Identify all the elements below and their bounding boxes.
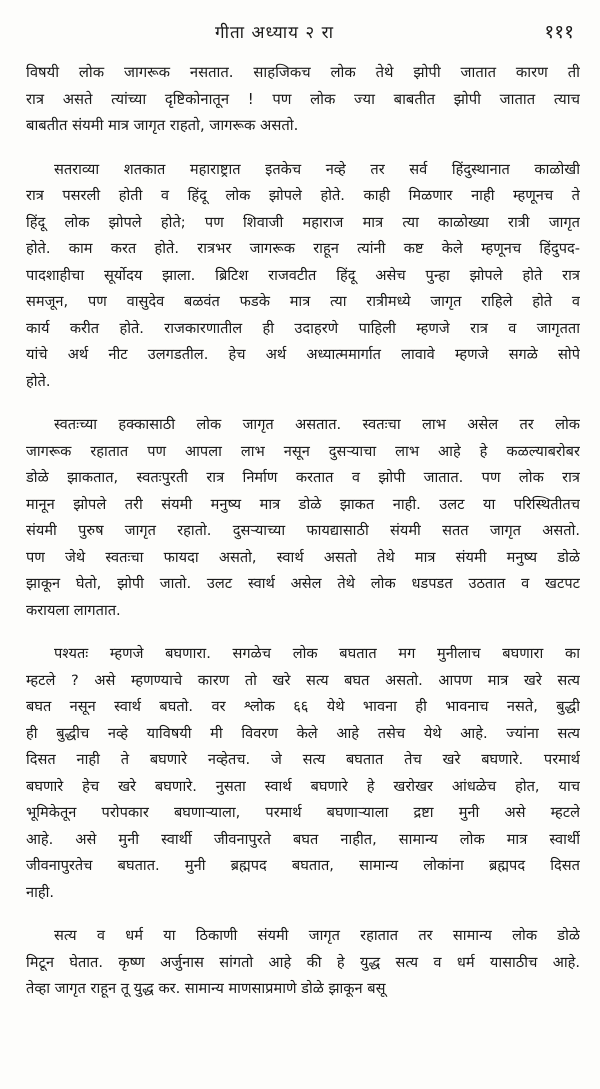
text-line: यांचे अर्थ नीट उलगडतील. हेच अर्थ अध्यात्ममार्गात लावावे म्हणजे सगळे सोपे bbox=[26, 346, 580, 363]
text-line: तेव्हा जागृत राहून तू युद्ध कर. सामान्य माणसाप्रमाणे डोळे झाकून बसू bbox=[26, 980, 386, 997]
text-line: बघत नसून स्वार्थ बघतो. वर श्लोक ६६ येथे भावना ही भावनाच नसते, बुद्धी bbox=[26, 698, 580, 715]
text-line: होते. काम करत होते. रात्रभर जागरूक राहून त्यांनी कष्ट केले म्हणूनच हिंदुपद- bbox=[26, 240, 580, 257]
text-line: जागरूक रहातात पण आपला लाभ नसून दुसऱ्याचा लाभ आहे हे कळल्याबरोबर bbox=[26, 442, 580, 460]
text-line: भूमिकेतून परोपकार बघणाऱ्याला, परमार्थ बघणाऱ्याला द्रष्टा मुनी असे म्हटले bbox=[26, 804, 580, 821]
text-line: हिंदू लोक झोपले होते; पण शिवाजी महाराज मात्र त्या काळोख्या रात्री जागृत bbox=[26, 213, 580, 231]
text-line: पादशाहीचा सूर्योदय झाला. ब्रिटिश राजवटीत हिंदू असेच पुन्हा झोपले होते रात्र bbox=[26, 266, 580, 284]
text-line: संयमी पुरुष जागृत रहातो. दुसऱ्याच्या फायद्यासाठी संयमी सतत जागृत असतो. bbox=[26, 522, 580, 539]
page-number: १११ bbox=[544, 21, 574, 43]
text-line: विषयी लोक जागरूक नसतात. साहजिकच लोक तेथे झोपी जातात कारण ती bbox=[26, 64, 580, 81]
text-line: कार्य करीत होते. राजकारणातील ही उदाहरणे पाहिली म्हणजे रात्र व जागृतता bbox=[26, 319, 580, 337]
page-body bbox=[26, 60, 580, 1020]
text-line: पश्यतः म्हणजे बघणारा. सगळेच लोक बघतात मग मुनीलाच बघणारा का bbox=[54, 645, 580, 662]
text-line: म्हटले ? असे म्हणण्याचे कारण तो खरे सत्य बघत असतो. आपण मात्र खरे सत्य bbox=[26, 671, 580, 689]
text-line: पण जेथे स्वतःचा फायदा असतो, स्वार्थ असतो तेथे मात्र संयमी मनुष्य डोळे bbox=[26, 548, 580, 566]
text-line: करायला लागतात. bbox=[26, 601, 121, 619]
text-line: सत्य व धर्म या ठिकाणी संयमी जागृत रहातात तर सामान्य लोक डोळे bbox=[54, 927, 580, 944]
running-title: गीता अध्याय २ रा bbox=[215, 23, 334, 43]
text-line: नाही. bbox=[26, 883, 55, 901]
text-line: बाबतीत संयमी मात्र जागृत राहतो, जागरूक असतो. bbox=[26, 117, 299, 134]
text-line: रात्र पसरली होती व हिंदू लोक झोपले होते. काही मिळणार नाही म्हणूनच ते bbox=[26, 187, 580, 204]
text-line: दिसत नाही ते बघणारे नव्हेतच. जे सत्य बघतात तेच खरे बघणारे. परमार्थ bbox=[26, 751, 580, 768]
text-line: होते. bbox=[26, 372, 51, 390]
paragraph bbox=[26, 923, 580, 1003]
text-line: रात्र असते त्यांच्या दृष्टिकोनातून ! पण लोक ज्या बाबतीत झोपी जातात त्याच bbox=[26, 90, 580, 108]
text-line: समजून, पण वासुदेव बळवंत फडके मात्र त्या रात्रीमध्ये जागृत राहिले होते व bbox=[26, 293, 580, 310]
text-line: जीवनापुरतेच बघतात. मुनी ब्रह्मपद बघतात, सामान्य लोकांना ब्रह्मपद दिसत bbox=[26, 857, 580, 874]
text-line: मिटून घेतात. कृष्ण अर्जुनास सांगतो आहे की हे युद्ध सत्य व धर्म यासाठीच आहे. bbox=[26, 953, 580, 971]
paragraph bbox=[26, 412, 580, 624]
paragraph bbox=[26, 641, 580, 906]
text-line: आहे. असे मुनी स्वार्थी जीवनापुरते बघत नाहीत, सामान्य लोक मात्र स्वार्थी bbox=[26, 830, 580, 848]
text-line: मानून झोपले तरी संयमी मनुष्य मात्र डोळे झाकत नाही. उलट या परिस्थितीतच bbox=[26, 495, 580, 513]
text-line: झाकून घेतो, झोपी जातो. उलट स्वार्थ असेल तेथे लोक धडपडत उठतात व खटपट bbox=[26, 575, 580, 592]
text-line: डोळे झाकतात, स्वतःपुरती रात्र निर्माण करतात व झोपी जातात. पण लोक रात्र bbox=[26, 469, 580, 486]
text-line: ही बुद्धीच नव्हे याविषयी मी विवरण केले आहे तसेच येथे आहे. ज्यांना सत्य bbox=[26, 724, 580, 742]
paragraph bbox=[26, 60, 580, 140]
text-line: स्वतःच्या हक्कासाठी लोक जागृत असतात. स्वतःचा लाभ असेल तर लोक bbox=[54, 416, 580, 433]
text-line: बघणारे हेच खरे बघणारे. नुसता स्वार्थ बघणारे हे खरोखर आंधळेच होत, याच bbox=[26, 777, 580, 795]
page-header bbox=[0, 14, 600, 50]
text-line: सतराव्या शतकात महाराष्ट्रात इतकेच नव्हे तर सर्व हिंदुस्थानात काळोखी bbox=[54, 160, 580, 178]
paragraph bbox=[26, 157, 580, 396]
